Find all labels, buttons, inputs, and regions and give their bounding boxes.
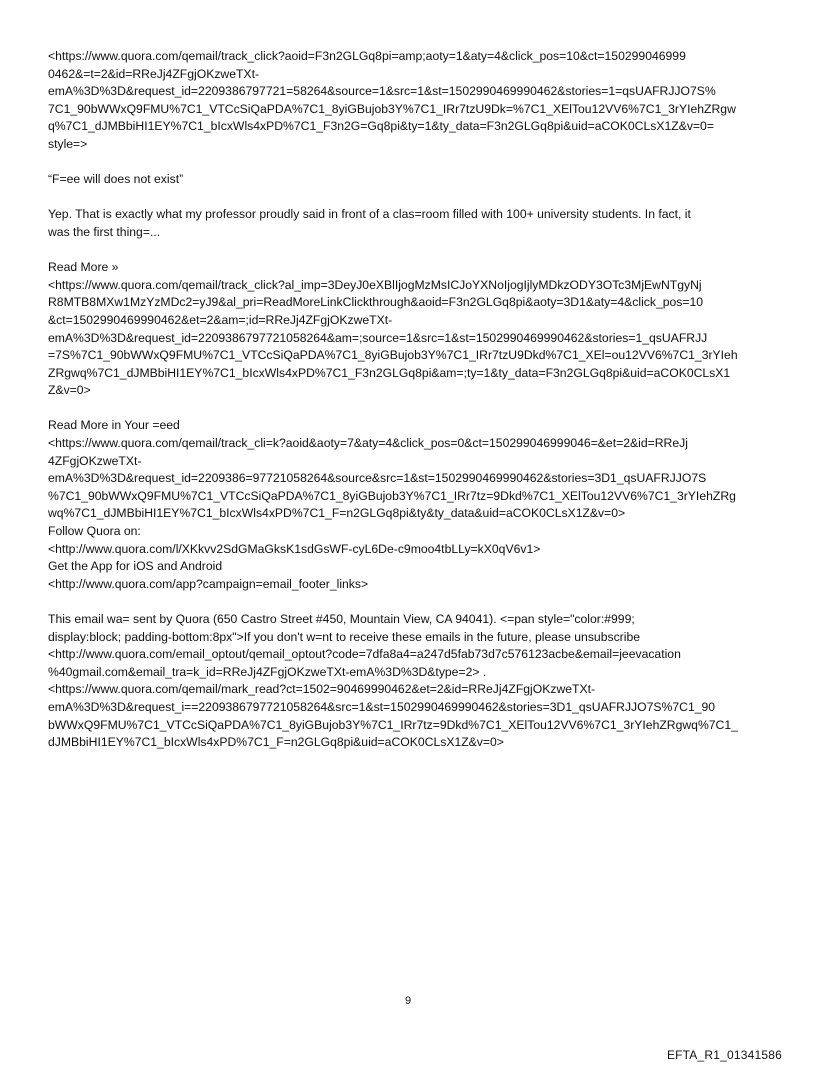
text-line: <https://www.quora.com/qemail/track_click?aoid=F3n2GLGq8pi=amp;aoty=1&aty=4&click_pos=10&ct=150299046999 [48,49,686,63]
story-excerpt [48,206,772,241]
text-line: “F=ee will does not exist” [48,172,184,187]
bates-number: EFTA_R1_01341586 [666,1048,782,1062]
text-line: bWWxQ9FMU%7C1_VTCcSiQaPDA%7C1_8yiGBujob3Y%7C1_IRr7tz=9Dkd%7C1_XElTou12VV6%7C1_3rYIehZRgwq%7C1_ [48,717,738,732]
text-line: <http://www.quora.com/app?campaign=email_footer_links> [48,576,369,591]
tracking-link-block [48,48,772,154]
text-line: <http://www.quora.com/email_optout/qemail_optout?code=7dfa8a4=a247d5fab73d7c576123acbe&email=jeevacation [48,647,681,662]
text-line: =7S%7C1_90bWWxQ9FMU%7C1_VTCcSiQaPDA%7C1_8yiGBujob3Y%7C1_IRr7tzU9Dkd%7C1_XEl=ou12VV6%7C1_3rYIeh [48,348,738,363]
text-line: Z&v=0> [48,383,91,398]
text-line: 4ZFgjOKzweTXt- [48,453,142,468]
text-line: 0462&=t=2&id=RReJj4ZFgjOKzweTXt- [48,66,260,81]
text-line: Read More » [48,260,119,275]
text-line: display:block; padding-bottom:8px">If you don't w=nt to receive these emails in the future, please unsubscribe [48,629,640,644]
read-more-block [48,259,772,400]
text-line: wq%7C1_dJMBbiHI1EY%7C1_bIcxWls4xPD%7C1_F=n2GLGq8pi&ty&ty_data&uid=aCOK0CLsX1Z&v=0> [48,506,626,521]
text-line: emA%3D%3D&request_id=2209386797721=58264&source=1&src=1&st=1502990469990462&stories=1=qsUAFRJJO7S% [48,84,716,99]
text-line: Yep. That is exactly what my professor proudly said in front of a clas=room filled with 100+ university students. In fact, it [48,207,691,222]
story-title [48,171,772,189]
text-line: &ct=1502990469990462&et=2&am=;id=RReJj4ZFgjOKzweTXt- [48,312,393,327]
text-line: emA%3D%3D&request_id=2209386=97721058264&source&src=1&st=1502990469990462&stories=3D1_qsUAFRJJO7S [48,471,707,486]
text-line: %40gmail.com&email_tra=k_id=RReJj4ZFgjOKzweTXt-emA%3D%3D&type=2> . [48,664,487,679]
text-line: dJMBbiHI1EY%7C1_bIcxWls4xPD%7C1_F=n2GLGq8pi&uid=aCOK0CLsX1Z&v=0> [48,735,504,750]
text-line: q%7C1_dJMBbiHI1EY%7C1_bIcxWls4xPD%7C1_F3n2G=Gq8pi&ty=1&ty_data=F3n2GLGq8pi&uid=aCOK0CLsX1Z&v=0= [48,119,714,134]
text-line: <http://www.quora.com/l/XKkvv2SdGMaGksK1sdGsWF-cyL6De-c9moo4tbLLy=kX0qV6v1> [48,541,541,556]
page-number: 9 [404,995,412,1007]
footer-block [48,611,772,752]
text-line: ZRgwq%7C1_dJMBbiHI1EY%7C1_bIcxWls4xPD%7C1_F3n2GLGq8pi&am=;ty=1&ty_data=F3n2GLGq8pi&uid=aCOK0CLsX1 [48,365,731,380]
text-line: emA%3D%3D&request_id=2209386797721058264&am=;source=1&src=1&st=1502990469990462&stories=1_qsUAFRJJ [48,330,708,345]
text-line: R8MTB8MXw1MzYzMDc2=yJ9&al_pri=ReadMoreLinkClickthrough&aoid=F3n2GLGq8pi&aoty=3D1&aty=4&click_pos=10 [48,295,704,310]
text-line: style=> [48,136,88,151]
text-line: <https://www.quora.com/qemail/mark_read?ct=1502=90469990462&et=2&id=RReJj4ZFgjOKzweTXt- [48,682,596,697]
feed-and-follow-block [48,417,772,593]
text-line: <https://www.quora.com/qemail/track_cli=k?aoid&aoty=7&aty=4&click_pos=0&ct=150299046999046=&et=2&id=RReJj [48,436,688,451]
document-body [48,48,772,769]
text-line: Read More in Your =eed [48,418,180,433]
text-line: emA%3D%3D&request_i==2209386797721058264&src=1&st=1502990469990462&stories=3D1_qsUAFRJJO7S%7C1_90 [48,699,716,714]
text-line: This email wa= sent by Quora (650 Castro Street #450, Mountain View, CA 94041). <=pan style="color:#999; [48,612,635,626]
text-line: Get the App for iOS and Android [48,559,223,574]
text-line: %7C1_90bWWxQ9FMU%7C1_VTCcSiQaPDA%7C1_8yiGBujob3Y%7C1_IRr7tz=9Dkd%7C1_XElTou12VV6%7C1_3rYIehZRg [48,488,736,503]
text-line: was the first thing=... [48,224,161,239]
text-line: 7C1_90bWWxQ9FMU%7C1_VTCcSiQaPDA%7C1_8yiGBujob3Y%7C1_IRr7tzU9Dk=%7C1_XElTou12VV6%7C1_3rYIehZRgw [48,101,736,116]
text-line: <https://www.quora.com/qemail/track_click?al_imp=3DeyJ0eXBlIjogMzMsICJoYXNoIjogIjlyMDkzODY3OTc3MjEwNTgyNj [48,277,702,292]
text-line: Follow Quora on: [48,524,141,539]
